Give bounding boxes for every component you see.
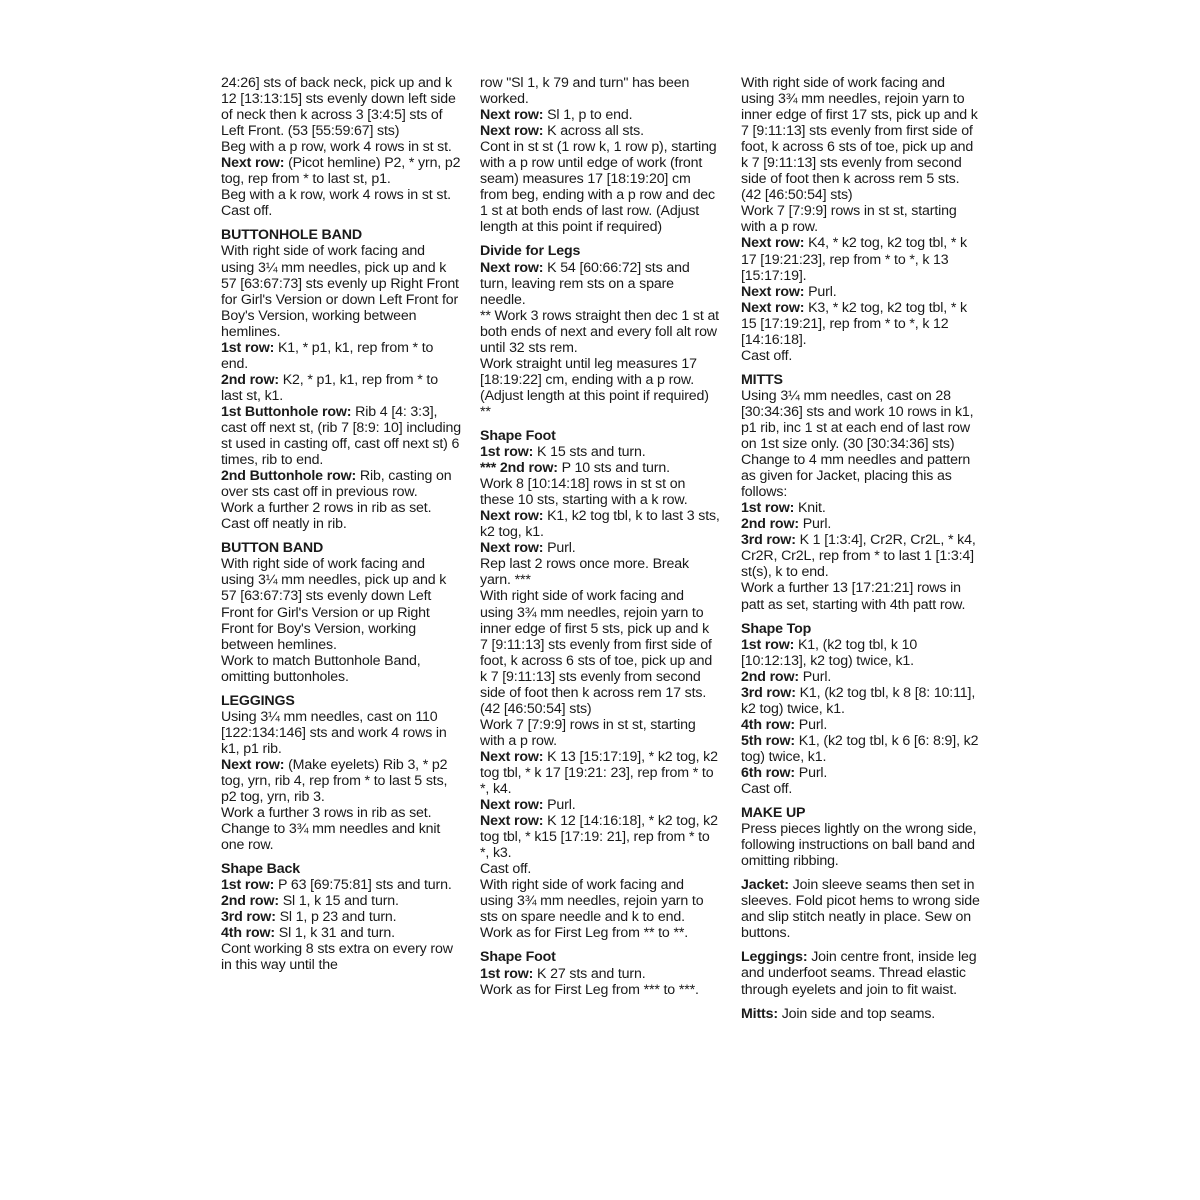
- instruction-text: [480, 476, 720, 508]
- row-text: Change to 4 mm needles and pattern as given for Jacket, placing this as follows:: [741, 452, 971, 501]
- instruction-text: [480, 75, 720, 107]
- row-text: With right side of work facing and using 3¼ mm needles, pick up and k 57 [63:67:73] sts evenly up Right Front for Girl's Version or down Left Front for Boy's Version, working between hemlines.: [221, 243, 459, 340]
- row-label: Next row:: [480, 259, 544, 276]
- row-text: Purl.: [543, 540, 576, 557]
- section-spacer: [741, 364, 981, 372]
- instruction-row: [221, 925, 461, 941]
- row-label: Next row:: [480, 813, 544, 830]
- row-text: K1, * p1, k1, rep from * to end.: [221, 339, 434, 372]
- row-label: 3rd row:: [741, 684, 796, 701]
- row-text: K1, (k2 tog tbl, k 8 [8: 10:11], k2 tog) twice, k1.: [741, 684, 976, 717]
- instruction-text: [221, 821, 461, 853]
- instruction-text: [741, 452, 981, 500]
- row-text: Work 7 [7:9:9] rows in st st, starting with a p row.: [480, 716, 696, 749]
- row-text: Join side and top seams.: [777, 1005, 936, 1022]
- row-text: Using 3¼ mm needles, cast on 110 [122:134:146] sts and work 4 rows in k1, p1 rib.: [221, 708, 447, 757]
- row-text: Purl.: [798, 516, 832, 533]
- instruction-text: [741, 781, 981, 797]
- row-text: row "Sl 1, k 79 and turn" has been worked.: [480, 75, 690, 108]
- row-label: 3rd row:: [741, 532, 796, 549]
- row-text: K across all sts.: [543, 123, 644, 140]
- section-spacer: [480, 420, 720, 428]
- row-text: K 15 sts and turn.: [533, 444, 646, 461]
- instruction-row: [480, 123, 720, 139]
- row-text: 24:26] sts of back neck, pick up and k 12 [13:13:15] sts evenly down left side of neck then k across 3 [3:4:5] sts of Left Front. (53 [55:59:67] sts): [221, 75, 456, 140]
- instruction-text: [221, 139, 461, 155]
- row-text: K1, (k2 tog tbl, k 6 [6: 8:9], k2 tog) twice, k1.: [741, 732, 979, 765]
- row-label: 4th row:: [741, 716, 795, 733]
- row-label: Next row:: [741, 283, 805, 300]
- row-text: Work 7 [7:9:9] rows in st st, starting with a p row.: [741, 203, 957, 236]
- row-text: (Make eyelets) Rib 3, * p2 tog, yrn, rib 4, rep from * to last 5 sts, p2 tog, yrn, rib 3.: [221, 756, 448, 806]
- row-label: Next row:: [480, 748, 544, 765]
- instruction-text: [221, 243, 461, 339]
- instruction-text: [221, 653, 461, 685]
- row-text: Beg with a k row, work 4 rows in st st. Cast off.: [221, 187, 451, 220]
- row-text: Using 3¼ mm needles, cast on 28 [30:34:36] sts and work 10 rows in k1, p1 rib, inc 1 st at each end of last row on 1st size only. (30 [30:34:36] sts): [741, 387, 974, 453]
- row-label: Mitts:: [741, 1005, 778, 1022]
- instruction-row: [221, 404, 461, 468]
- row-text: Knit.: [794, 500, 826, 517]
- row-text: K 13 [15:17:19], * k2 tog, k2 tog tbl, * k 17 [19:21: 23], rep from * to *, k4.: [480, 748, 718, 798]
- section-spacer: [221, 532, 461, 540]
- instruction-row: [480, 797, 720, 813]
- instruction-text: [221, 709, 461, 757]
- row-text: With right side of work facing and using 3¾ mm needles, rejoin yarn to inner edge of first 5 sts, pick up and k 7 [9:11:13] sts evenly from first side of foot, k across 6 sts of toe, pick up and k 7 [9:11:13] sts evenly from second side of foot then k across rem 17 sts. (42 [46:50:54] sts): [480, 588, 713, 717]
- instruction-text: [480, 588, 720, 716]
- row-text: (Picot hemline) P2, * yrn, p2 tog, rep from * to last st, p1.: [221, 155, 461, 188]
- section-spacer: [480, 941, 720, 949]
- instruction-text: [221, 500, 461, 532]
- instruction-row: [741, 877, 981, 941]
- instruction-row: [221, 757, 461, 805]
- row-text: Cast off.: [480, 861, 532, 878]
- row-label: Next row:: [480, 107, 544, 124]
- row-text: K 12 [14:16:18], * k2 tog, k2 tog tbl, * k15 [17:19: 21], rep from * to *, k3.: [480, 813, 718, 862]
- section-spacer: [741, 998, 981, 1006]
- row-text: K1, k2 tog tbl, k to last 3 sts, k2 tog, k1.: [480, 508, 720, 541]
- instruction-text: [480, 556, 720, 588]
- instruction-text: [221, 556, 461, 652]
- row-label: 2nd row:: [741, 668, 799, 685]
- row-text: Purl.: [798, 668, 832, 685]
- row-text: Work as for First Leg from ** to **.: [480, 925, 689, 942]
- row-text: Work to match Buttonhole Band, omitting buttonholes.: [221, 652, 421, 685]
- instruction-text: [221, 805, 461, 821]
- instruction-row: [741, 500, 981, 516]
- row-label: Next row:: [221, 155, 285, 172]
- row-text: Cont working 8 sts extra on every row in this way until the: [221, 941, 453, 974]
- row-label: 4th row:: [221, 925, 275, 942]
- row-text: ** Work 3 rows straight then dec 1 st at both ends of next and every foll alt row until 32 sts rem.: [480, 307, 719, 356]
- row-label: 6th row:: [741, 764, 795, 781]
- instruction-row: [741, 532, 981, 580]
- row-text: Purl.: [794, 764, 828, 781]
- text-column-1: [221, 75, 461, 974]
- row-text: With right side of work facing and using 3¾ mm needles, rejoin yarn to sts on spare needle and k to end.: [480, 877, 704, 926]
- section-heading: Shape Foot: [480, 949, 556, 966]
- instruction-row: [480, 260, 720, 308]
- row-label: 1st row:: [480, 965, 534, 982]
- row-label: 2nd row:: [221, 893, 279, 910]
- row-label: Jacket:: [741, 877, 789, 894]
- row-text: K 27 sts and turn.: [533, 965, 646, 982]
- instruction-row: [741, 669, 981, 685]
- row-text: K2, * p1, k1, rep from * to last st, k1.: [221, 371, 438, 404]
- row-label: Next row:: [480, 540, 544, 557]
- row-label: Next row:: [741, 235, 805, 252]
- row-text: Purl.: [794, 716, 828, 733]
- section-spacer: [741, 613, 981, 621]
- instruction-row: [741, 516, 981, 532]
- row-label: Next row:: [480, 123, 544, 140]
- section-spacer: [480, 235, 720, 243]
- text-column-2: [480, 75, 720, 998]
- section-spacer: [221, 685, 461, 693]
- instruction-text: [480, 356, 720, 420]
- instruction-row: [741, 300, 981, 348]
- text-column-3: [741, 75, 981, 1022]
- instruction-row: [480, 444, 720, 460]
- row-label: 2nd Buttonhole row:: [221, 468, 357, 485]
- row-text: Join centre front, inside leg and underfoot seams. Thread elastic through eyelets and join to fit waist.: [741, 949, 977, 998]
- instruction-text: [741, 348, 981, 364]
- row-text: Purl.: [543, 797, 576, 814]
- row-text: Cont in st st (1 row k, 1 row p), starting with a p row until edge of work (front seam) measures 17 [18:19:20] cm from beg, ending with a p row and dec 1 st at both ends of last row. (Adjust length at this point if required): [480, 139, 717, 236]
- row-text: K 1 [1:3:4], Cr2R, Cr2L, * k4, Cr2R, Cr2L, rep from * to last 1 [1:3:4] st(s), k to end.: [741, 532, 976, 581]
- row-text: Work 8 [10:14:18] rows in st st on these 10 sts, starting with a k row.: [480, 476, 688, 509]
- row-text: P 10 sts and turn.: [557, 460, 670, 477]
- instruction-row: [480, 813, 720, 861]
- instruction-row: [221, 893, 461, 909]
- instruction-text: [741, 388, 981, 452]
- row-text: Rep last 2 rows once more. Break yarn. ***: [480, 556, 689, 589]
- instruction-row: [221, 340, 461, 372]
- instruction-row: [221, 468, 461, 500]
- instruction-row: [741, 765, 981, 781]
- instruction-text: [480, 861, 720, 877]
- instruction-text: [741, 821, 981, 869]
- instruction-text: [480, 925, 720, 941]
- section-spacer: [221, 853, 461, 861]
- row-label: 2nd row:: [741, 516, 799, 533]
- instruction-text: [221, 187, 461, 219]
- section-heading: Shape Foot: [480, 427, 556, 444]
- row-label: Next row:: [741, 299, 805, 316]
- row-text: Purl.: [804, 283, 837, 300]
- row-label: 1st row:: [221, 877, 275, 894]
- row-text: K 54 [60:66:72] sts and turn, leaving rem sts on a spare needle.: [480, 259, 690, 308]
- instruction-row: [741, 733, 981, 765]
- row-text: Sl 1, p to end.: [543, 107, 633, 124]
- row-text: Rib 4 [4: 3:3], cast off next st, (rib 7 [8:9: 10] including st used in casting off, cast off next st) 6 times, rib to end.: [221, 403, 461, 469]
- row-text: Join sleeve seams then set in sleeves. Fold picot hems to wrong side and slip stitch neatly in place. Sew on buttons.: [741, 877, 980, 942]
- section-heading: LEGGINGS: [221, 692, 295, 709]
- instruction-row: [221, 372, 461, 404]
- section-heading: MAKE UP: [741, 805, 806, 822]
- instruction-text: [480, 308, 720, 356]
- row-text: Work as for First Leg from *** to ***.: [480, 981, 699, 998]
- row-text: K1, (k2 tog tbl, k 10 [10:12:13], k2 tog) twice, k1.: [741, 636, 918, 669]
- instruction-row: [480, 540, 720, 556]
- section-heading: Shape Top: [741, 620, 812, 637]
- row-text: Work straight until leg measures 17 [18:19:22] cm, ending with a p row. (Adjust length at this point if required) **: [480, 355, 709, 420]
- instruction-row: [221, 909, 461, 925]
- row-label: 1st row:: [480, 444, 534, 461]
- row-text: Rib, casting on over sts cast off in previous row.: [221, 468, 452, 501]
- row-text: K3, * k2 tog, k2 tog tbl, * k 15 [17:19:21], rep from * to *, k 12 [14:16:18].: [741, 299, 967, 348]
- row-label: Next row:: [480, 797, 544, 814]
- row-text: Sl 1, k 15 and turn.: [278, 893, 399, 910]
- row-text: Change to 3¾ mm needles and knit one row.: [221, 821, 441, 854]
- row-text: Work a further 2 rows in rib as set. Cast off neatly in rib.: [221, 500, 432, 533]
- row-label: Next row:: [480, 508, 544, 525]
- row-label: 1st Buttonhole row:: [221, 403, 352, 420]
- instruction-text: [480, 982, 720, 998]
- row-text: With right side of work facing and using 3¾ mm needles, rejoin yarn to inner edge of first 17 sts, pick up and k 7 [9:11:13] sts evenly from first side of foot, k across 6 sts of toe, pick up and k 7 [9:11:13] sts evenly from second side of foot then k across rem 5 sts. (42 [46:50:54] sts): [741, 75, 978, 204]
- row-label: 1st row:: [741, 500, 795, 517]
- row-text: Cast off.: [741, 347, 793, 364]
- row-text: Sl 1, p 23 and turn.: [275, 909, 397, 926]
- section-heading: BUTTON BAND: [221, 540, 324, 557]
- instruction-row: [480, 749, 720, 797]
- instruction-row: [221, 877, 461, 893]
- section-heading: MITTS: [741, 371, 783, 388]
- section-heading: Divide for Legs: [480, 243, 581, 260]
- row-text: K4, * k2 tog, k2 tog tbl, * k 17 [19:21:23], rep from * to *, k 13 [15:17:19].: [741, 235, 967, 284]
- section-heading: Shape Back: [221, 861, 300, 878]
- row-text: P 63 [69:75:81] sts and turn.: [274, 877, 452, 894]
- row-label: Leggings:: [741, 949, 808, 966]
- section-spacer: [741, 797, 981, 805]
- instruction-text: [741, 580, 981, 612]
- row-label: Next row:: [221, 756, 285, 773]
- row-label: 1st row:: [741, 636, 795, 653]
- instruction-row: [741, 685, 981, 717]
- instruction-row: [741, 235, 981, 283]
- row-label: 2nd row:: [221, 371, 279, 388]
- instruction-row: [741, 1006, 981, 1022]
- instruction-text: [480, 717, 720, 749]
- instruction-row: [480, 966, 720, 982]
- instruction-row: [221, 155, 461, 187]
- instruction-row: [480, 460, 720, 476]
- row-text: Work a further 3 rows in rib as set.: [221, 805, 432, 822]
- row-text: With right side of work facing and using 3¼ mm needles, pick up and k 57 [63:67:73] sts evenly down Left Front for Girl's Version or up Right Front for Boy's Version, working between hemlines.: [221, 556, 447, 653]
- section-spacer: [221, 219, 461, 227]
- row-label: *** 2nd row:: [480, 460, 558, 477]
- instruction-text: [741, 75, 981, 203]
- instruction-text: [480, 877, 720, 925]
- row-text: Sl 1, k 31 and turn.: [274, 925, 395, 942]
- instruction-row: [480, 107, 720, 123]
- instruction-text: [480, 139, 720, 235]
- instruction-row: [741, 949, 981, 997]
- row-text: Cast off.: [741, 781, 793, 798]
- instruction-text: [221, 75, 461, 139]
- row-label: 1st row:: [221, 339, 275, 356]
- instruction-row: [741, 637, 981, 669]
- section-spacer: [741, 869, 981, 877]
- row-label: 5th row:: [741, 732, 795, 749]
- row-text: Beg with a p row, work 4 rows in st st.: [221, 139, 452, 156]
- row-text: Press pieces lightly on the wrong side, following instructions on ball band and omitting ribbing.: [741, 821, 977, 870]
- instruction-text: [741, 203, 981, 235]
- row-label: 3rd row:: [221, 909, 276, 926]
- section-spacer: [741, 941, 981, 949]
- instruction-row: [480, 508, 720, 540]
- section-heading: BUTTONHOLE BAND: [221, 227, 362, 244]
- instruction-text: [221, 941, 461, 973]
- instruction-row: [741, 717, 981, 733]
- row-text: Work a further 13 [17:21:21] rows in patt as set, starting with 4th patt row.: [741, 580, 966, 613]
- instruction-row: [741, 284, 981, 300]
